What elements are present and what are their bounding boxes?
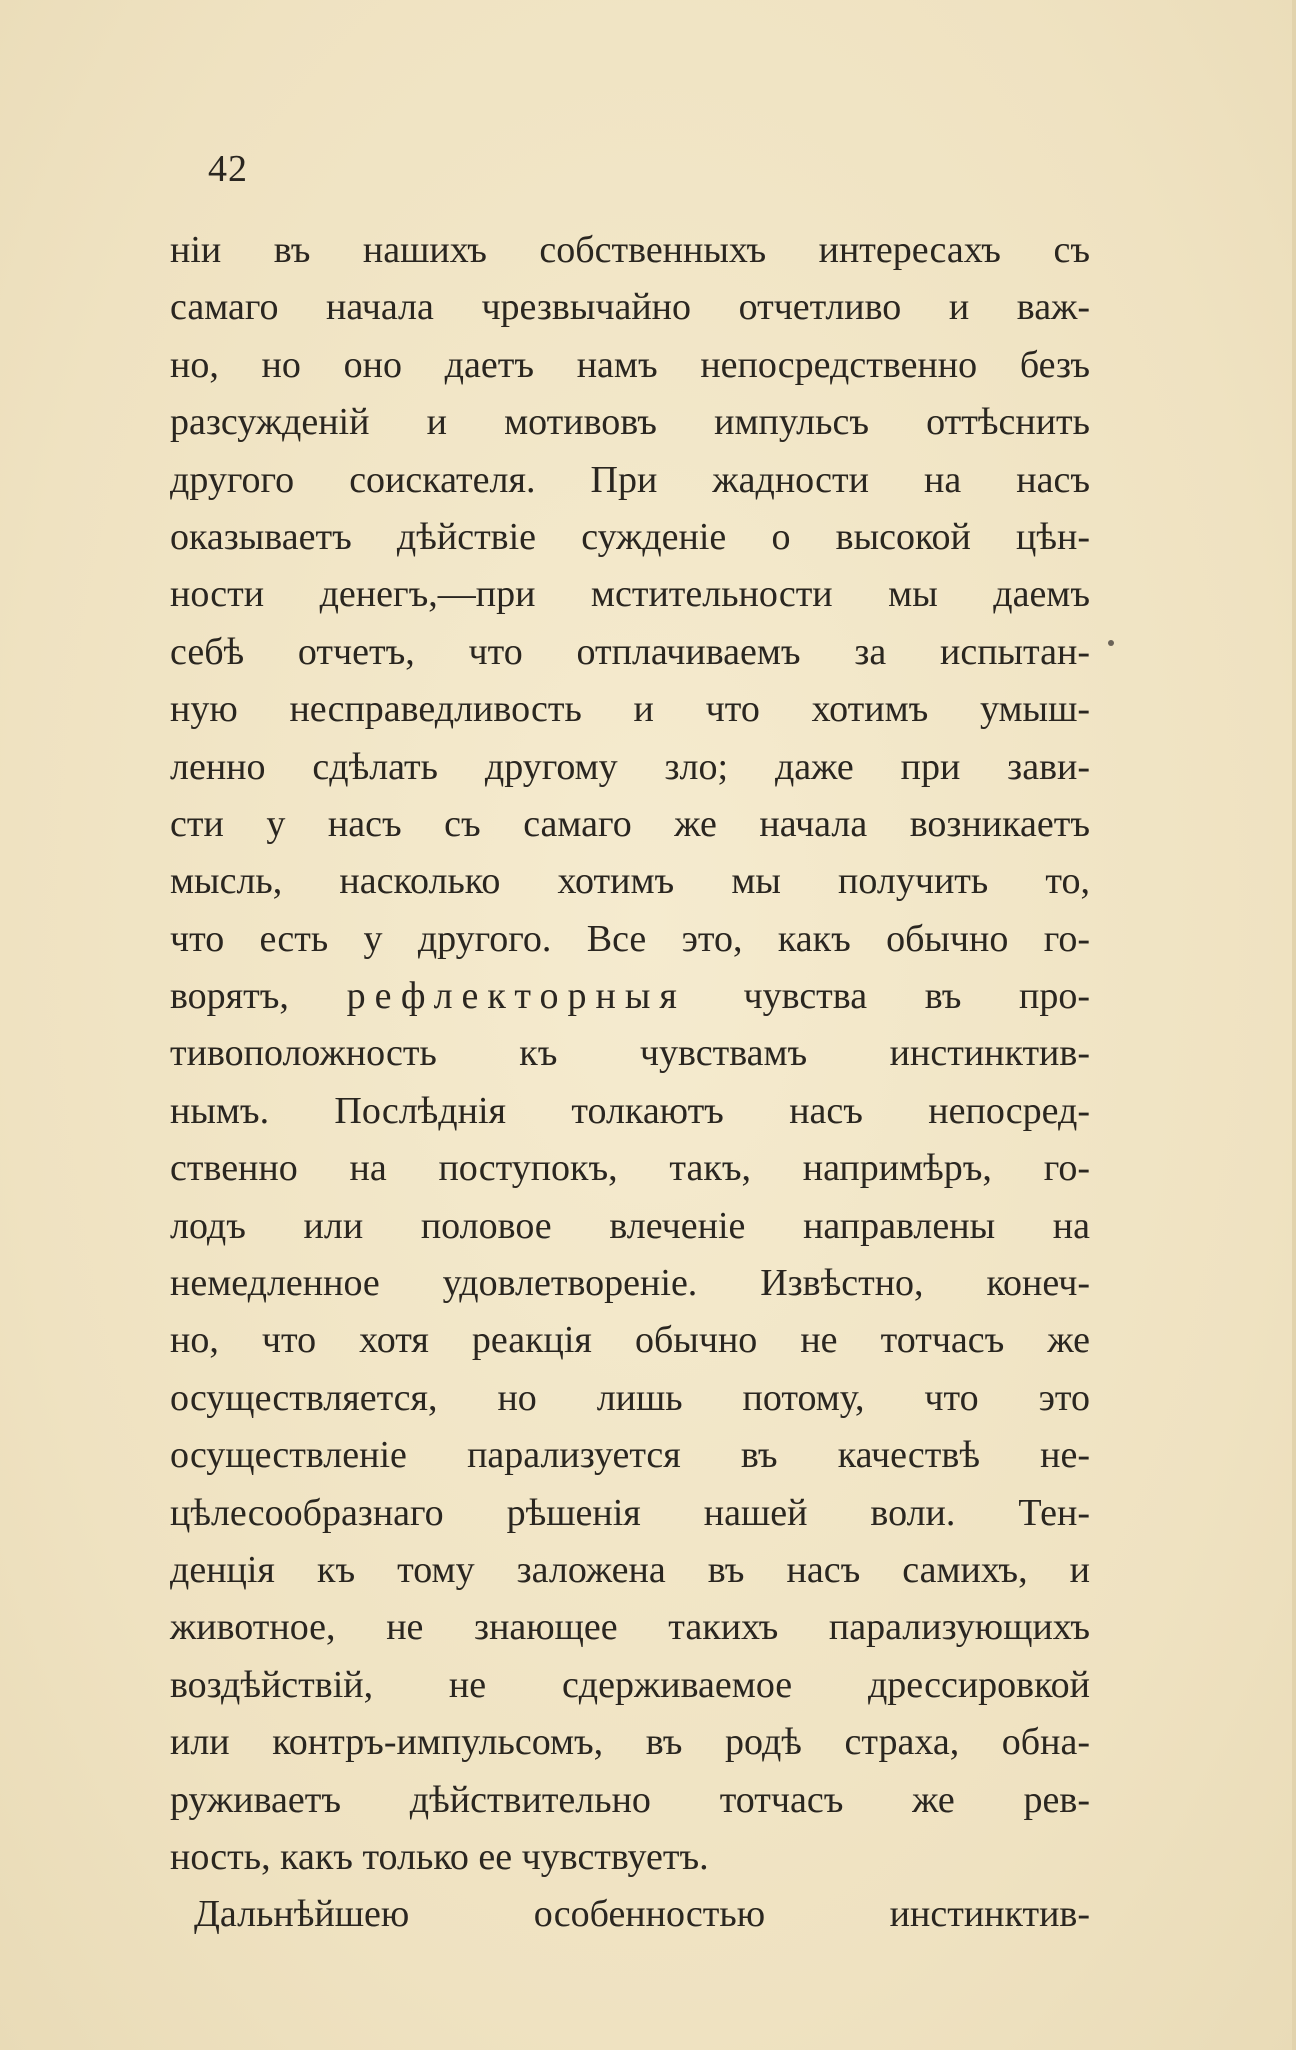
text-line: немедленное удовлетвореніе. Извѣстно, конеч- <box>170 1262 1090 1305</box>
text-fragment: ворятъ, <box>170 975 289 1018</box>
text-line: мысль, насколько хотимъ мы получить то, <box>170 860 1090 903</box>
text-line: руживаетъ дѣйствительно тотчасъ же рев- <box>170 1778 1090 1821</box>
text-line: ственно на поступокъ, такъ, напримѣръ, го- <box>170 1147 1090 1190</box>
text-line: цѣлесообразнаго рѣшенія нашей воли. Тен- <box>170 1491 1090 1534</box>
text-fragment: чувства въ про- <box>743 975 1091 1018</box>
text-line: но, что хотя реакція обычно не тотчасъ же <box>170 1319 1090 1362</box>
text-line: тивоположность къ чувствамъ инстинктив- <box>170 1032 1090 1075</box>
body-text <box>170 222 1090 1944</box>
text-line: другого соискателя. При жадности на насъ <box>170 458 1090 501</box>
text-line: сти у насъ съ самаго же начала возникаетъ <box>170 802 1090 845</box>
text-line: денція къ тому заложена въ насъ самихъ, и <box>170 1548 1090 1591</box>
text-line: нымъ. Послѣднія толкаютъ насъ непосред- <box>170 1089 1090 1132</box>
text-line: осуществляется, но лишь потому, что это <box>170 1376 1090 1419</box>
text-line: лодъ или половое влеченіе направлены на <box>170 1204 1090 1247</box>
text-line: или контръ-импульсомъ, въ родѣ страха, обна- <box>170 1721 1090 1764</box>
page-edge <box>1292 0 1296 2050</box>
text-line: себѣ отчетъ, что отплачиваемъ за испытан- <box>170 630 1090 673</box>
text-line: оказываетъ дѣйствіе сужденіе о высокой цѣн- <box>170 515 1090 558</box>
emphasized-word: рефлекторныя <box>346 975 686 1018</box>
text-line-with-emphasis <box>170 968 1090 1025</box>
text-line: разсужденій и мотивовъ импульсъ оттѣснить <box>170 401 1090 444</box>
text-line: животное, не знающее такихъ парализующихъ <box>170 1606 1090 1649</box>
text-line: ную несправедливость и что хотимъ умыш- <box>170 688 1090 731</box>
text-line: что есть у другого. Все это, какъ обычно го- <box>170 917 1090 960</box>
text-line: ленно сдѣлать другому зло; даже при зави- <box>170 745 1090 788</box>
page-number: 42 <box>208 148 248 190</box>
text-line: ность, какъ только ее чувствуетъ. <box>170 1835 709 1878</box>
text-line: ности денегъ,—при мстительности мы даемъ <box>170 573 1090 616</box>
text-line: Дальнѣйшею особенностью инстинктив- <box>194 1893 1090 1936</box>
text-line: осуществленіе парализуется въ качествѣ не- <box>170 1434 1090 1477</box>
text-line: ніи въ нашихъ собственныхъ интересахъ съ <box>170 229 1090 271</box>
text-line: но, но оно даетъ намъ непосредственно безъ <box>170 343 1090 386</box>
text-line: воздѣйствій, не сдерживаемое дрессировкой <box>170 1663 1090 1706</box>
ink-speck <box>1108 640 1114 646</box>
text-line: самаго начала чрезвычайно отчетливо и важ- <box>170 286 1090 329</box>
